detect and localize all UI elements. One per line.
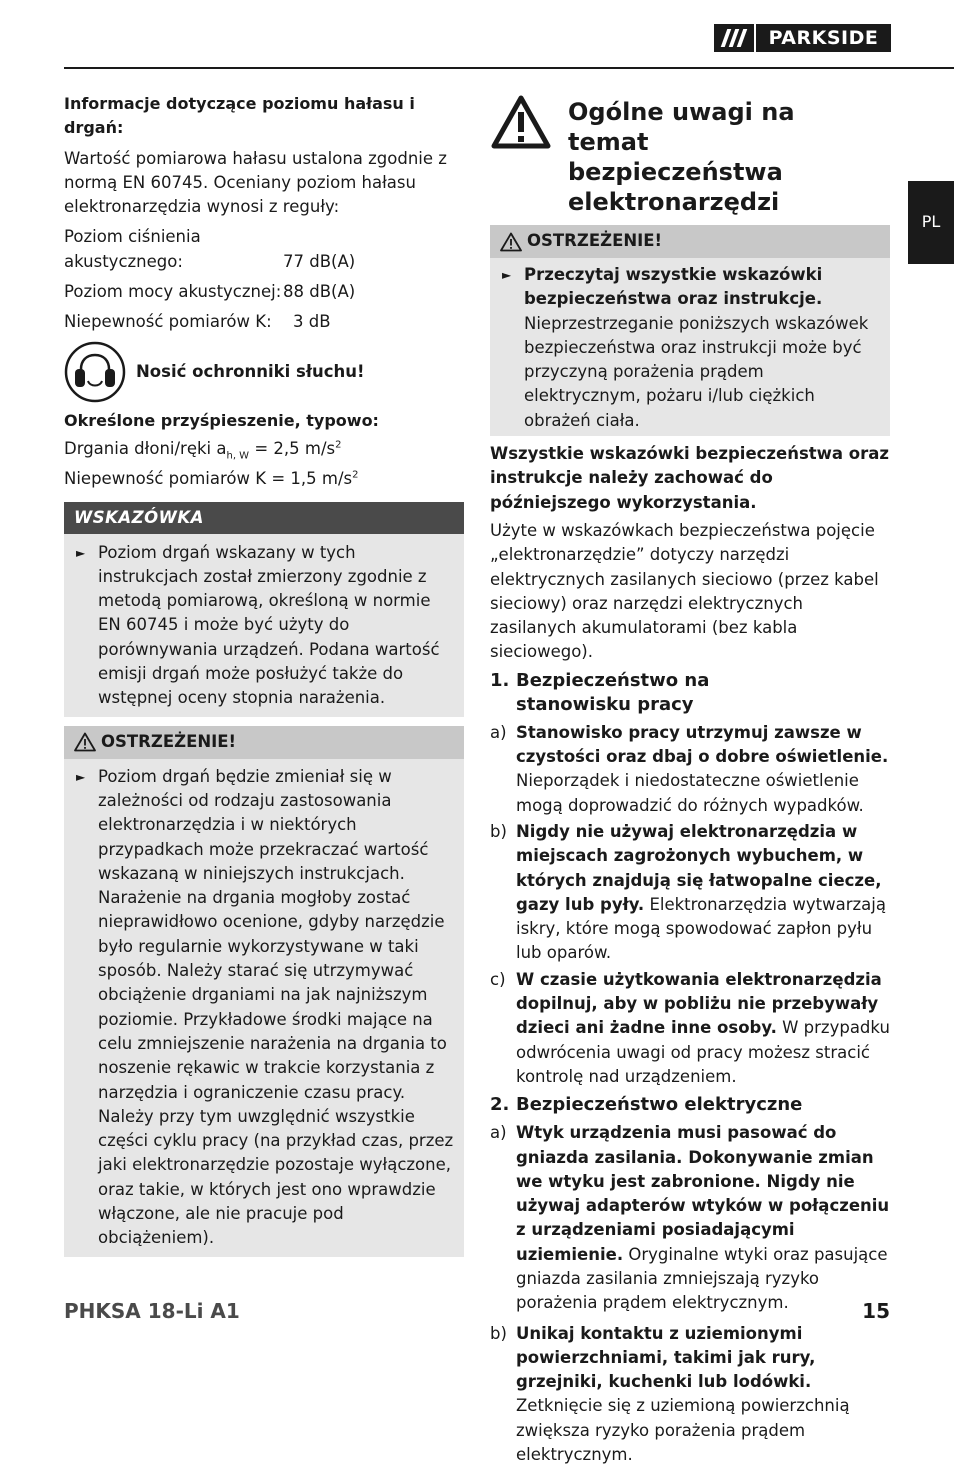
- vibration-subscript: h, W: [226, 450, 250, 462]
- section-title: Bezpieczeństwo na stanowisku pracy: [516, 669, 710, 715]
- spec-label: Poziom ciśnienia akustycznego:: [64, 227, 201, 271]
- item-bold: Nigdy nie używaj elektronarzędzia w miejscach zagrożonych wybuchem, w których znajdują się łatwopalne ciecze, gazy lub pyły.: [516, 821, 882, 914]
- spec-label: Niepewność pomiarów K:: [64, 312, 272, 332]
- item-label: b): [490, 1323, 507, 1343]
- warning-triangle-icon: [500, 232, 522, 252]
- noise-heading: Informacje dotyczące poziomu hałasu i drgań:: [64, 94, 415, 138]
- item-text: [516, 968, 890, 1089]
- item-bold: W czasie użytkowania elektronarzędzia dopilnuj, aby w pobliżu nie przebywały dzieci ani żadne inne osoby.: [516, 969, 882, 1038]
- logo-box: [756, 24, 891, 52]
- section-title: Bezpieczeństwo elektryczne: [516, 1094, 803, 1116]
- noise-intro: Wartość pomiarowa hałasu ustalona zgodnie z normą EN 60745. Oceniany poziom hałasu elektronarzędzia wynosi z reguły:: [64, 148, 447, 217]
- note-body: [64, 534, 464, 717]
- page-number: 15: [862, 1299, 890, 1323]
- uncertainty-line: [64, 467, 464, 491]
- vibration-label: Drgania dłoni/ręki a: [64, 438, 227, 458]
- item-rest: Nieporządek i niedostateczne oświetlenie mogą doprowadzić do różnych wypadków.: [516, 771, 864, 815]
- ear-protection-row: [64, 341, 464, 403]
- item-label: a): [490, 722, 507, 742]
- section-number: 1.: [490, 669, 510, 691]
- item-label: b): [490, 821, 507, 841]
- section-number: 2.: [490, 1094, 510, 1116]
- accel-heading: Określone przyśpieszenie, typowo:: [64, 410, 379, 430]
- spec-value: 3 dB: [293, 312, 331, 332]
- item-text: [516, 1121, 890, 1315]
- right-column: [490, 94, 890, 1469]
- vibration-line: [64, 437, 464, 461]
- logo-stripes: [714, 24, 754, 52]
- note-bullet: [74, 541, 454, 711]
- warning-text: Poziom drgań będzie zmieniał się w zależności od rodzaju zastosowania elektronarzędzia i w niektórych przypadkach może przekraczać wartość wskazaną w niniejszych instrukcjach. Narażenie na drgania mogłoby zostać nieprawidłowo ocenione, gdyby narzędzie było regularnie wykorzystywane w taki sposób. Należy starać się utrzymywać obciążenie drganiami na jak najniższym poziomie. Przykładowe środki mające na celu zmniejszenie narażenia na drgania to noszenie rękawic w trakcie korzystania z narzędzia i ograniczenie czasu pracy. Należy przy tym uwzględnić wszystkie części cyklu pracy (na przykład czas, przez jaki elektronarzędzie pozostaje wyłączone, oraz takie, w których jest ono wprawdzie włączone, ale nie pracuje pod obciążeniem).: [98, 766, 454, 1248]
- uncertainty-superscript: 2: [352, 469, 359, 481]
- item-rest: Zetknięcie się z uziemioną powierzchnią zwiększa ryzyko porażenia prądem elektrycznym.: [516, 1396, 850, 1465]
- header-rule: [64, 67, 954, 69]
- list-item: [490, 1121, 890, 1315]
- warning-rest: Nieprzestrzeganie poniższych wskazówek bezpieczeństwa oraz instrukcji może być przyczyną porażenia prądem elektrycznym, pożaru i/lub ciężkich obrażeń ciała.: [524, 313, 869, 430]
- ear-protection-text: Nosić ochronniki słuchu!: [136, 361, 365, 381]
- warning-box: [64, 726, 464, 1257]
- keep-instructions: Wszystkie wskazówki bezpieczeństwa oraz instrukcje należy zachować do późniejszego wykorzystania.: [490, 444, 890, 512]
- spec-row: [64, 280, 464, 304]
- uncertainty-text: Niepewność pomiarów K = 1,5 m/s: [64, 469, 353, 489]
- note-box: [64, 502, 464, 717]
- bullet-arrow-icon: ►: [76, 545, 86, 560]
- spec-label: Poziom mocy akustycznej:: [64, 282, 282, 302]
- item-rest: W przypadku odwrócenia uwagi od pracy możesz stracić kontrolę nad urządzeniem.: [516, 1018, 890, 1086]
- note-text: Poziom drgań wskazany w tych instrukcjach został zmierzony zgodnie z metodą pomiarową, określoną w normie EN 60745 i może być użyty do porównywania urządzeń. Podana wartość emisji drgań może posłużyć także do wstępnej oceny stopnia narażenia.: [98, 542, 440, 708]
- item-label: a): [490, 1123, 507, 1143]
- warning-text: [524, 263, 880, 433]
- item-label: c): [490, 969, 506, 989]
- term-definition: Użyte w wskazówkach bezpieczeństwa pojęcie „elektronarzędzie” dotyczy narzędzi elektrycznych zasilanych sieciowo (przez kabel sieciowy) oraz narzędzi elektrycznych zasilanych akumulatorami (bez kabla sieciowego).: [490, 520, 879, 662]
- item-text: [516, 1322, 890, 1468]
- item-rest: Oryginalne wtyki oraz pasujące gniazda zasilania zmniejszają ryzyko porażenia prądem elektrycznym.: [516, 1244, 888, 1313]
- spec-value: 77 dB(A): [283, 251, 356, 271]
- vibration-value: = 2,5 m/s: [249, 438, 336, 458]
- item-text: [516, 820, 890, 966]
- section-heading: [490, 1093, 890, 1117]
- item-bold: Wtyk urządzenia musi pasować do gniazda zasilania. Dokonywanie zmian we wtyku jest zabronione. Nigdy nie używaj adapterów wtyków w połączeniu z urządzeniami posiadającymi uziemienie.: [516, 1123, 890, 1264]
- safety-title-block: [490, 94, 890, 217]
- spec-value: 88 dB(A): [283, 282, 356, 302]
- left-column: [64, 92, 464, 1257]
- warning-title: OSTRZEŻENIE!: [101, 731, 237, 751]
- warning-bullet: [74, 765, 454, 1251]
- list-item: [490, 968, 890, 1089]
- warning-triangle-icon: [490, 94, 552, 150]
- warning-triangle-icon: [74, 732, 96, 752]
- item-rest: Elektronarzędzia wytwarzają iskry, które mogą spowodować zapłon pyłu lub oparów.: [516, 894, 886, 963]
- safety-title: Ogólne uwagi na temat bezpieczeństwa elektronarzędzi: [568, 98, 795, 216]
- item-bold: Stanowisko pracy utrzymuj zawsze w czystości oraz dbaj o dobre oświetlenie.: [516, 722, 889, 767]
- item-bold: Unikaj kontaktu z uziemionymi powierzchniami, takimi jak rury, grzejniki, kuchenki lub lodówki.: [516, 1323, 816, 1392]
- warning-header: [490, 225, 890, 258]
- footer-model: PHKSA 18-Li A1: [64, 1299, 240, 1323]
- brand-name: PARKSIDE: [768, 27, 879, 49]
- warning-bullet: [500, 263, 880, 433]
- warning-bold: Przeczytaj wszystkie wskazówki bezpieczeństwa oraz instrukcje.: [524, 265, 823, 309]
- vibration-superscript: 2: [335, 439, 342, 451]
- ear-protection-icon: [64, 341, 126, 403]
- list-item: [490, 1322, 890, 1468]
- note-title: WSKAZÓWKA: [64, 502, 464, 534]
- warning-body: [490, 258, 890, 436]
- parkside-logo: [714, 24, 891, 52]
- spec-row: [64, 310, 464, 334]
- warning-title: OSTRZEŻENIE!: [527, 231, 663, 251]
- list-item: [490, 721, 890, 818]
- language-tab: PL: [908, 181, 954, 264]
- bullet-arrow-icon: ►: [76, 769, 86, 784]
- warning-header: [64, 726, 464, 759]
- item-text: [516, 721, 890, 818]
- warning-body: [64, 759, 464, 1257]
- warning-box: [490, 225, 890, 436]
- bullet-arrow-icon: ►: [502, 268, 512, 282]
- spec-row: [64, 225, 464, 274]
- section-heading: [490, 669, 890, 717]
- list-item: [490, 820, 890, 966]
